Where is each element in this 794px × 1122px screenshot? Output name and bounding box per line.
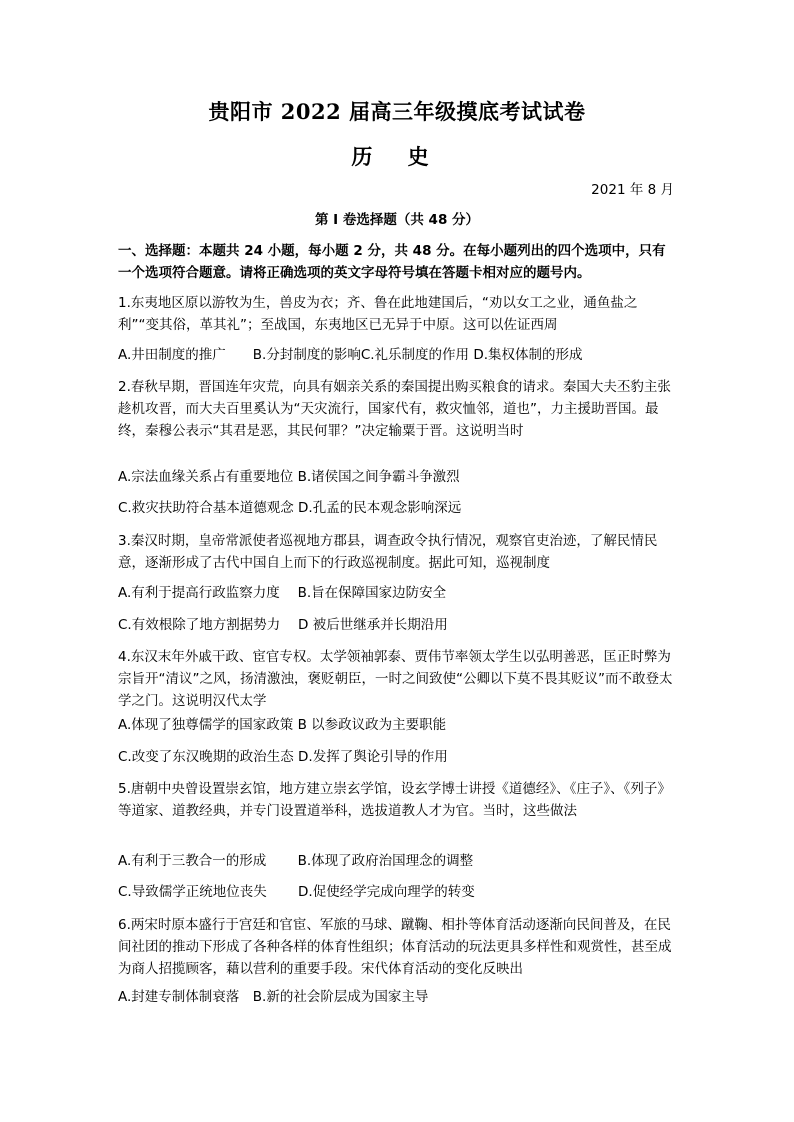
question-5-options-line-2: C.导致儒学正统地位丧失 D.促使经学完成向理学的转变 bbox=[118, 884, 475, 900]
question-6-stem: 6.两宋时原本盛行于宫廷和官宦、军旅的马球、蹴鞠、相扑等体育活动逐渐向民间普及，在民间社团的推动下形成了各种各样的体育性组织；体育活动的玩法更具多样性和观赏性，甚至成为商人招揽顾客，藉以营利的重要手段。宋代体育活动的变化反映出 bbox=[118, 917, 672, 977]
question-3-stem: 3.秦汉时期，皇帝常派使者巡视地方郡县，调查政令执行情况，观察官吏治迹，了解民情民意，逐渐形成了古代中国自上而下的行政巡视制度。据此可知，巡视制度 bbox=[118, 533, 658, 571]
section-heading: 第 I 卷选择题（共 48 分） bbox=[314, 212, 480, 228]
section-instructions: 一、选择题：本题共 24 小题，每小题 2 分，共 48 分。在每小题列出的四个选项中，只有 一个选项符合题意。请将正确选项的英文字母符号填在答题卡相对应的题号内。 bbox=[118, 243, 666, 281]
question-1-options-line-1: A.井田制度的推广 B.分封制度的影响C.礼乐制度的作用 D.集权体制的形成 bbox=[118, 347, 583, 363]
question-5-options-line-1: A.有利于三教合一的形成 B.体现了政府治国理念的调整 bbox=[118, 853, 474, 869]
question-3-options-line-2: C.有效根除了地方割据势力 D 被后世继承并长期沿用 bbox=[118, 617, 448, 633]
question-4-options-line-1: A.体现了独尊儒学的国家政策 B 以参政议政为主要职能 bbox=[118, 717, 447, 733]
subject-title: 历 史 bbox=[351, 144, 443, 169]
question-6-options-line-1: A.封建专制体制衰落 B.新的社会阶层成为国家主导 bbox=[118, 989, 429, 1005]
exam-date: 2021 年 8 月 bbox=[591, 182, 674, 198]
question-1-stem: 1.东夷地区原以游牧为生，兽皮为衣；齐、鲁在此地建国后，“劝以女工之业，通鱼盐之利”“变其俗，革其礼”；至战国，东夷地区已无异于中原。这可以佐证西周 bbox=[118, 295, 638, 333]
question-3-options-line-1: A.有利于提高行政监察力度 B.旨在保障国家边防安全 bbox=[118, 585, 447, 601]
question-4-options-line-2: C.改变了东汉晚期的政治生态 D.发挥了舆论引导的作用 bbox=[118, 749, 448, 765]
question-2-options-line-1: A.宗法血缘关系占有重要地位 B.诸侯国之间争霸斗争激烈 bbox=[118, 469, 460, 485]
question-5-stem: 5.唐朝中央曾设置崇玄馆，地方建立崇玄学馆，设玄学博士讲授《道德经》、《庄子》、《列子》等道家、道教经典，并专门设置道举科，选拔道教人才为官。当时，这些做法 bbox=[118, 781, 671, 819]
exam-title: 贵阳市 2022 届高三年级摸底考试试卷 bbox=[208, 99, 586, 124]
question-4-stem: 4.东汉末年外戚干政、宦官专权。太学领袖郭泰、贾伟节率领太学生以弘明善恶，匡正时弊为宗旨开“清议”之风，扬清激浊，褒贬朝臣，一时之间致使“公卿以下莫不畏其贬议”而不敢登太学之门。这说明汉代太学 bbox=[118, 649, 673, 709]
question-2-options-line-2: C.救灾扶助符合基本道德观念 D.孔孟的民本观念影响深远 bbox=[118, 500, 462, 516]
question-2-stem: 2.春秋早期，晋国连年灾荒，向具有姻亲关系的秦国提出购买粮食的请求。秦国大夫丕豹主张趁机攻晋，而大夫百里奚认为“天灾流行，国家代有，救灾恤邻，道也”，力主援助晋国。最终，秦穆公表示“其君是恶，其民何罪？”决定输粟于晋。这说明当时 bbox=[118, 379, 671, 439]
